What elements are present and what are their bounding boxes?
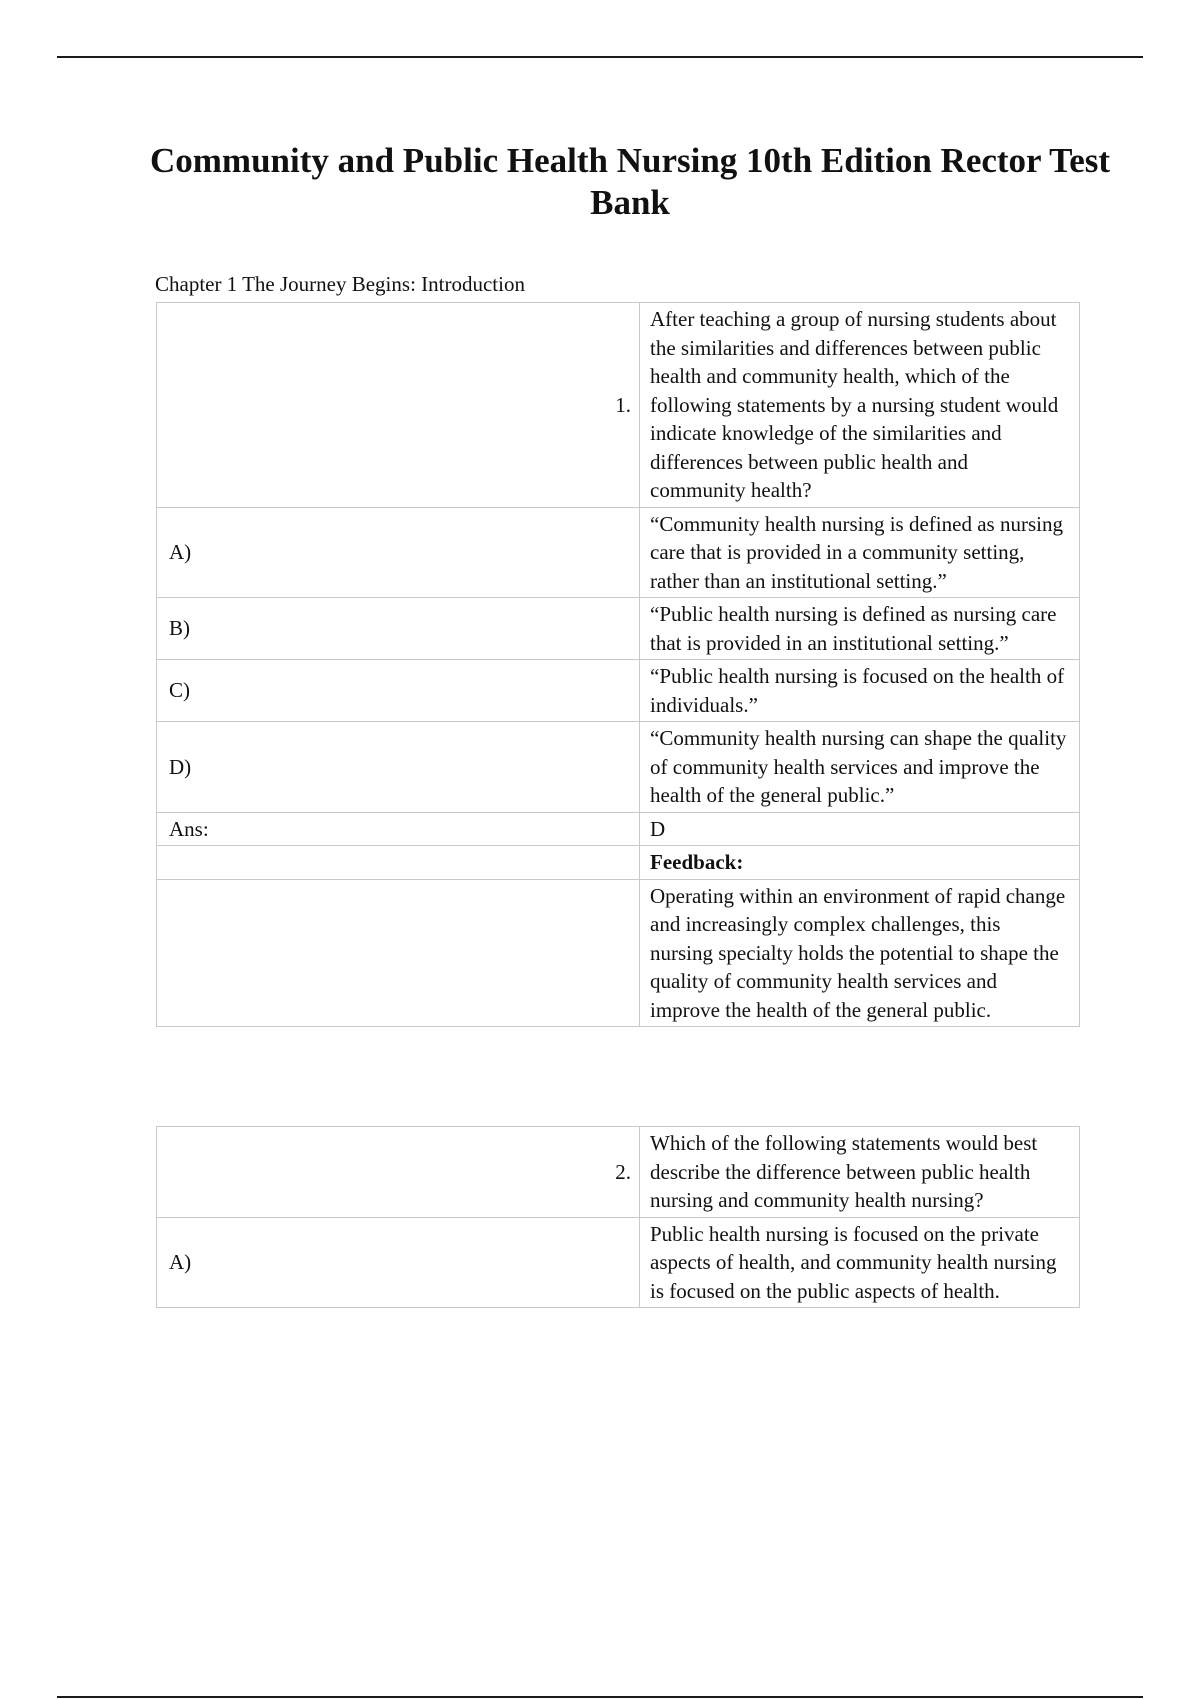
bottom-rule	[57, 1696, 1143, 1698]
feedback-label-row	[157, 846, 1080, 880]
option-label: C)	[157, 660, 640, 722]
feedback-row	[157, 879, 1080, 1027]
chapter-heading: Chapter 1 The Journey Begins: Introduction	[155, 272, 525, 296]
document-title: Community and Public Health Nursing 10th Edition Rector Test Bank	[149, 141, 1111, 222]
question-stem: Which of the following statements would best describe the difference between public health nursing and community health nursing?	[640, 1127, 1080, 1218]
option-text: “Community health nursing can shape the quality of community health services and improve the health of the general public.”	[640, 722, 1080, 813]
question-table-2	[156, 1126, 1080, 1308]
answer-value: D	[640, 812, 1080, 846]
empty-cell	[157, 846, 640, 880]
option-text: “Public health nursing is defined as nursing care that is provided in an institutional setting.”	[640, 598, 1080, 660]
question-stem-row	[157, 1127, 1080, 1218]
option-row	[157, 722, 1080, 813]
question-number: 1.	[615, 392, 631, 417]
option-label: D)	[157, 722, 640, 813]
option-text: Public health nursing is focused on the private aspects of health, and community health nursing is focused on the public aspects of health.	[640, 1217, 1080, 1308]
answer-label: Ans:	[157, 812, 640, 846]
question-number: 2.	[615, 1159, 631, 1184]
feedback-label: Feedback:	[640, 846, 1080, 880]
question-number-cell	[157, 303, 640, 508]
option-row	[157, 598, 1080, 660]
question-stem-row	[157, 303, 1080, 508]
question-table-1	[156, 302, 1080, 1027]
option-label: A)	[157, 507, 640, 598]
option-text: “Community health nursing is defined as nursing care that is provided in a community setting, rather than an institutional setting.”	[640, 507, 1080, 598]
option-row	[157, 507, 1080, 598]
top-rule	[57, 56, 1143, 58]
question-stem: After teaching a group of nursing students about the similarities and differences between public health and community health, which of the following statements by a nursing student would indicate knowledge of the similarities and differences between public health and community health?	[640, 303, 1080, 508]
option-text: “Public health nursing is focused on the health of individuals.”	[640, 660, 1080, 722]
question-number-cell	[157, 1127, 640, 1218]
feedback-text: Operating within an environment of rapid change and increasingly complex challenges, this nursing specialty holds the potential to shape the quality of community health services and improve the health of the general public.	[640, 879, 1080, 1027]
answer-row	[157, 812, 1080, 846]
empty-cell	[157, 879, 640, 1027]
option-row	[157, 660, 1080, 722]
option-label: B)	[157, 598, 640, 660]
option-row	[157, 1217, 1080, 1308]
option-label: A)	[157, 1217, 640, 1308]
